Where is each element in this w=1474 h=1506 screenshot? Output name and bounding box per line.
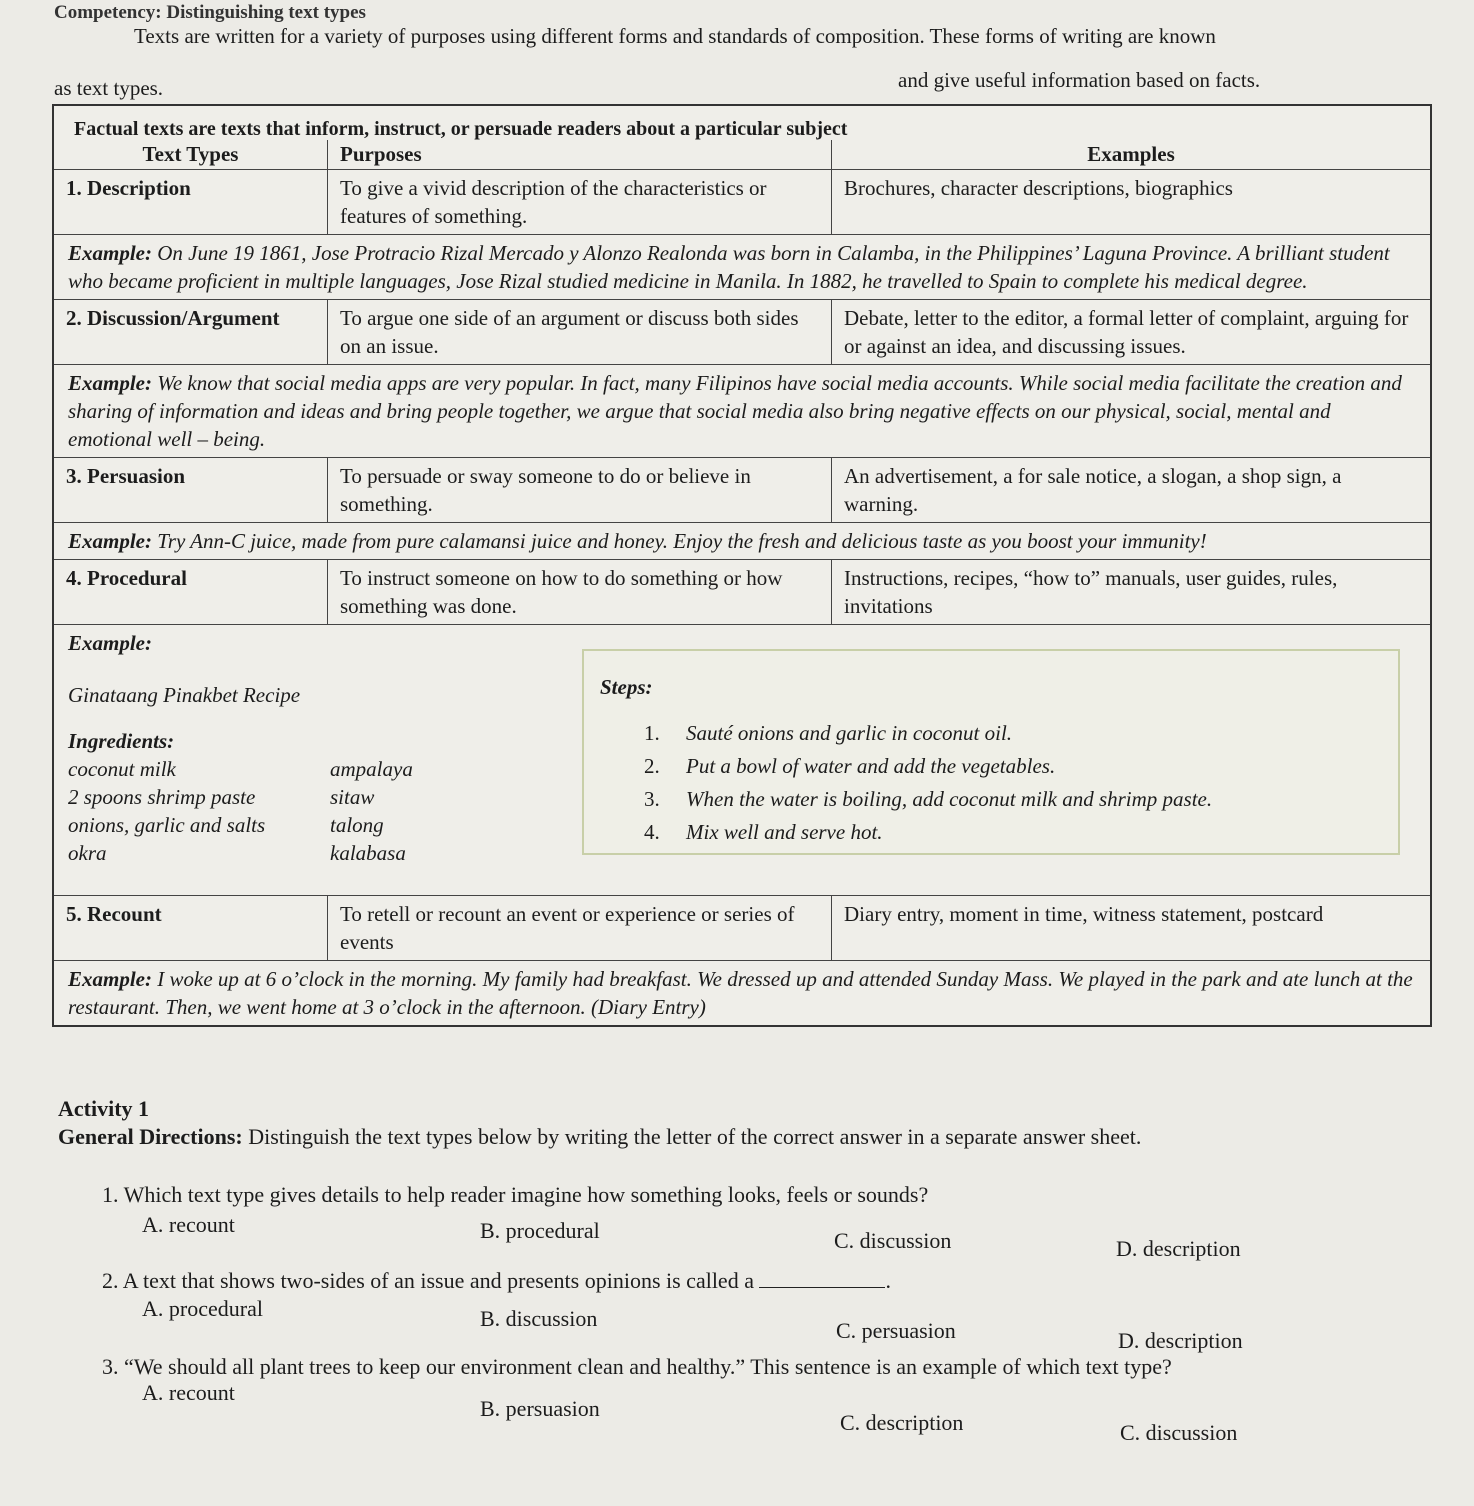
steps-list (644, 717, 1212, 849)
text-type-cell: 3. Persuasion (54, 458, 328, 522)
step-item (644, 816, 1212, 849)
table-row (54, 896, 1430, 961)
option-b: B. procedural (480, 1218, 600, 1243)
examples-cell: Brochures, character descriptions, biographics (844, 176, 1233, 200)
recipe-example (54, 625, 1430, 896)
table-row (54, 170, 1430, 235)
example-row (54, 961, 1430, 1025)
question-3: 3. “We should all plant trees to keep our environment clean and healthy.” This sentence is an example of which text type? (102, 1354, 1172, 1379)
step-text: Put a bowl of water and add the vegetables. (686, 754, 1056, 778)
question-end: . (885, 1268, 891, 1293)
header-text-types: Text Types (54, 140, 328, 169)
example-row (54, 365, 1430, 458)
option-d: C. discussion (1120, 1420, 1238, 1445)
ingredients-list-1 (68, 755, 265, 867)
directions-text: Distinguish the text types below by writing the letter of the correct answer in a separate answer sheet. (242, 1124, 1142, 1149)
text-type-cell: 2. Discussion/Argument (54, 300, 328, 364)
step-number: 2. (644, 754, 660, 778)
step-number: 1. (644, 721, 660, 745)
example-text: On June 19 1861, Jose Protracio Rizal Mercado y Alonzo Realonda was born in Calamba, in the Philippines’ Laguna Province. A brilliant student who became proficient in multiple languages, Jose Rizal studied medicine in Manila. In 1882, he travelled to Spain to complete his medical degree. (68, 241, 1390, 293)
ingredient: talong (330, 813, 384, 837)
table-row (54, 458, 1430, 523)
option-d: D. description (1116, 1236, 1241, 1261)
example-label: Example: (68, 967, 152, 991)
directions-label: General Directions: (58, 1124, 243, 1149)
example-label: Example: (68, 241, 152, 265)
ingredient: 2 spoons shrimp paste (68, 785, 256, 809)
option-b: B. persuasion (480, 1396, 600, 1421)
step-text: Sauté onions and garlic in coconut oil. (686, 721, 1013, 745)
steps-title: Steps: (600, 675, 653, 699)
example-label: Example: (68, 529, 152, 553)
table-header (54, 140, 1430, 170)
examples-cell: An advertisement, a for sale notice, a slogan, a shop sign, a warning. (844, 464, 1342, 516)
table-row (54, 300, 1430, 365)
option-a: A. procedural (142, 1296, 263, 1321)
examples-cell: Diary entry, moment in time, witness statement, postcard (844, 902, 1324, 926)
activity-title: Activity 1 (58, 1096, 150, 1121)
question-text: 2. A text that shows two-sides of an issue and presents opinions is called a (102, 1268, 754, 1293)
ingredient: coconut milk (68, 757, 176, 781)
purpose-cell: To argue one side of an argument or discuss both sides on an issue. (328, 300, 832, 364)
examples-cell: Instructions, recipes, “how to” manuals, user guides, rules, invitations (844, 566, 1338, 618)
factual-continuation: and give useful information based on facts. (898, 68, 1261, 92)
example-text: We know that social media apps are very popular. In fact, many Filipinos have social media accounts. While social media facilitate the creation and sharing of information and ideas and bring people together, we argue that social media also bring negative effects on our physical, social, mental and emotional well – being. (68, 371, 1402, 451)
option-d: D. description (1118, 1328, 1243, 1353)
example-text: Try Ann-C juice, made from pure calamansi juice and honey. Enjoy the fresh and delicious taste as you boost your immunity! (152, 529, 1207, 553)
example-label: Example: (68, 371, 152, 395)
ingredient: ampalaya (330, 757, 413, 781)
purpose-cell: To instruct someone on how to do something or how something was done. (328, 560, 832, 624)
step-text: When the water is boiling, add coconut milk and shrimp paste. (686, 787, 1213, 811)
purpose-cell: To retell or recount an event or experience or series of events (328, 896, 832, 960)
step-text: Mix well and serve hot. (686, 820, 883, 844)
text-type-cell: 5. Recount (54, 896, 328, 960)
answer-blank (759, 1269, 885, 1288)
steps-box (582, 649, 1400, 855)
ingredients-title: Ingredients: (68, 729, 175, 753)
example-row (54, 235, 1430, 300)
intro-paragraph-end: as text types. (54, 76, 164, 100)
step-item (644, 783, 1212, 816)
ingredient: okra (68, 841, 107, 865)
intro-paragraph: Texts are written for a variety of purposes using different forms and standards of composition. These forms of writing are known (134, 24, 1216, 48)
option-c: C. discussion (834, 1228, 952, 1253)
question-2 (102, 1268, 891, 1294)
factual-lead: Factual texts are texts that inform, instruct, or persuade readers about a particular subject (74, 118, 848, 140)
option-b: B. discussion (480, 1306, 598, 1331)
general-directions (58, 1124, 1141, 1150)
table-row (54, 560, 1430, 625)
ingredient: onions, garlic and salts (68, 813, 266, 837)
option-a: A. recount (142, 1212, 235, 1237)
example-label: Example: (68, 631, 152, 655)
competency-line: Competency: Distinguishing text types (54, 2, 366, 23)
examples-cell: Debate, letter to the editor, a formal letter of complaint, arguing for or against an idea, and discussing issues. (844, 306, 1409, 358)
option-a: A. recount (142, 1380, 235, 1405)
option-c: C. persuasion (836, 1318, 956, 1343)
example-row (54, 523, 1430, 560)
purpose-cell: To give a vivid description of the characteristics or features of something. (328, 170, 832, 234)
ingredient: sitaw (330, 785, 375, 809)
step-number: 3. (644, 787, 660, 811)
ingredients-list-2 (330, 755, 413, 867)
ingredient: kalabasa (330, 841, 406, 865)
header-examples: Examples (1087, 142, 1175, 166)
text-type-cell: 4. Procedural (54, 560, 328, 624)
text-type-cell: 1. Description (54, 170, 328, 234)
option-c: C. description (840, 1410, 964, 1435)
purpose-cell: To persuade or sway someone to do or believe in something. (328, 458, 832, 522)
step-item (644, 717, 1212, 750)
recipe-title: Ginataang Pinakbet Recipe (68, 683, 301, 707)
step-number: 4. (644, 820, 660, 844)
step-item (644, 750, 1212, 783)
question-1: 1. Which text type gives details to help reader imagine how something looks, feels or sounds? (102, 1182, 929, 1207)
example-text: I woke up at 6 o’clock in the morning. My family had breakfast. We dressed up and attended Sunday Mass. We played in the park and ate lunch at the restaurant. Then, we went home at 3 o’clock in the afternoon. (Diary Entry) (68, 967, 1413, 1019)
header-purposes: Purposes (328, 140, 832, 169)
